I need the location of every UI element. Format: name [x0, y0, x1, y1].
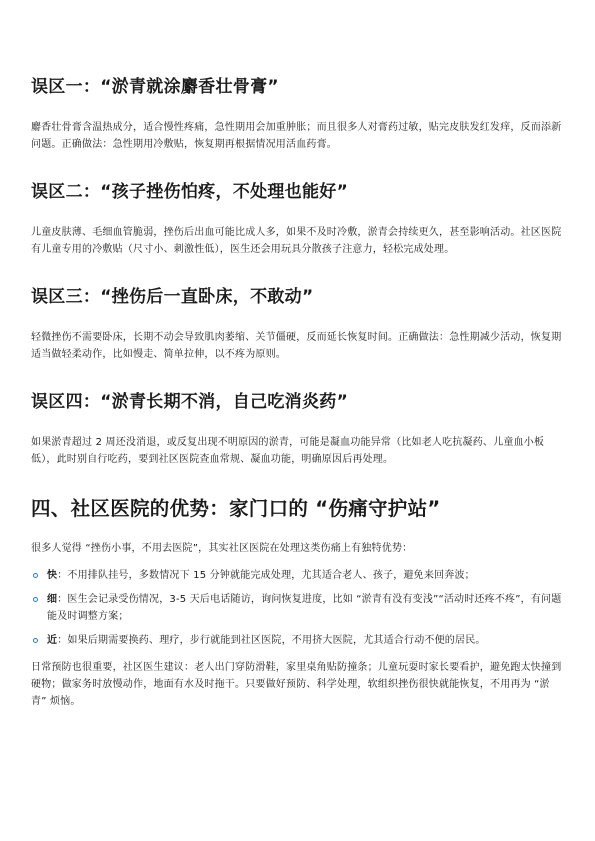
myth-1-title: 误区一：“淤青就涂麝香壮骨膏” — [31, 77, 279, 97]
advantage-item-careful — [31, 591, 564, 625]
advantage-text: ：不用排队挂号，多数情况下 15 分钟就能完成处理，尤其适合老人、孩子，避免来回奔波； — [57, 570, 475, 581]
myth-1-body: 麝香壮骨膏含温热成分，适合慢性疼痛，急性期用会加重肿胀；而且很多人对膏药过敏，贴完皮肤发红发痒，反而添新问题。正确做法：急性期用冷敷贴，恢复期再根据情况用活血药膏。 — [31, 122, 562, 150]
bullet-circle-icon — [33, 638, 38, 643]
myth-3-body: 轻微挫伤不需要卧床，长期不动会导致肌肉萎缩、关节僵硬，反而延长恢复时间。正确做法：急性期减少活动，恢复期适当做轻柔动作，比如慢走、简单拉伸，以不疼为原则。 — [31, 332, 562, 360]
advantage-item-near — [31, 632, 564, 649]
advantages-list — [31, 567, 564, 649]
myth-4-body: 如果淤青超过 2 周还没消退，或反复出现不明原因的淤青，可能是凝血功能异常（比如老人吃抗凝药、儿童血小板低），此时别自行吃药，要到社区医院查血常规、凝血功能，明确原因后再处理。 — [31, 437, 545, 465]
section-intro: 很多人觉得 “挫伤小事，不用去医院”，其实社区医院在处理这类伤痛上有独特优势： — [31, 543, 413, 554]
closing-paragraph: 日常预防也很重要，社区医生建议：老人出门穿防滑鞋，家里桌角贴防撞条；儿童玩耍时家长要看护，避免跑太快撞到硬物；做家务时放慢动作，地面有水及时拖干。只要做好预防、科学处理，软组织挫伤很快就能恢复，不用再为 “淤青” 烦恼。 — [31, 662, 562, 707]
advantage-text: ：医生会记录受伤情况，3-5 天后电话随访，询问恢复进度，比如 “淤青有没有变浅”“活动时还疼不疼”，有问题能及时调整方案； — [47, 594, 562, 622]
myth-3-title: 误区三：“挫伤后一直卧床，不敢动” — [31, 287, 314, 307]
advantage-item-fast — [31, 567, 564, 584]
section-title: 四、社区医院的优势：家门口的 “伤痛守护站” — [31, 497, 441, 520]
myth-2-title: 误区二：“孩子挫伤怕疼，不处理也能好” — [31, 182, 349, 202]
bullet-circle-icon — [33, 597, 38, 602]
advantage-key: 近 — [47, 635, 58, 646]
advantage-text: ：如果后期需要换药、理疗，步行就能到社区医院，不用挤大医院，尤其适合行动不便的居民。 — [57, 635, 486, 646]
bullet-circle-icon — [33, 573, 38, 578]
myth-4-title: 误区四：“淤青长期不消，自己吃消炎药” — [31, 392, 349, 412]
advantage-key: 快 — [47, 570, 58, 581]
advantage-key: 细 — [47, 594, 58, 605]
myth-2-body: 儿童皮肤薄、毛细血管脆弱，挫伤后出血可能比成人多，如果不及时冷敷，淤青会持续更久，甚至影响活动。社区医院有儿童专用的冷敷贴（尺寸小、刺激性低），医生还会用玩具分散孩子注意力，轻松完成处理。 — [31, 227, 562, 255]
